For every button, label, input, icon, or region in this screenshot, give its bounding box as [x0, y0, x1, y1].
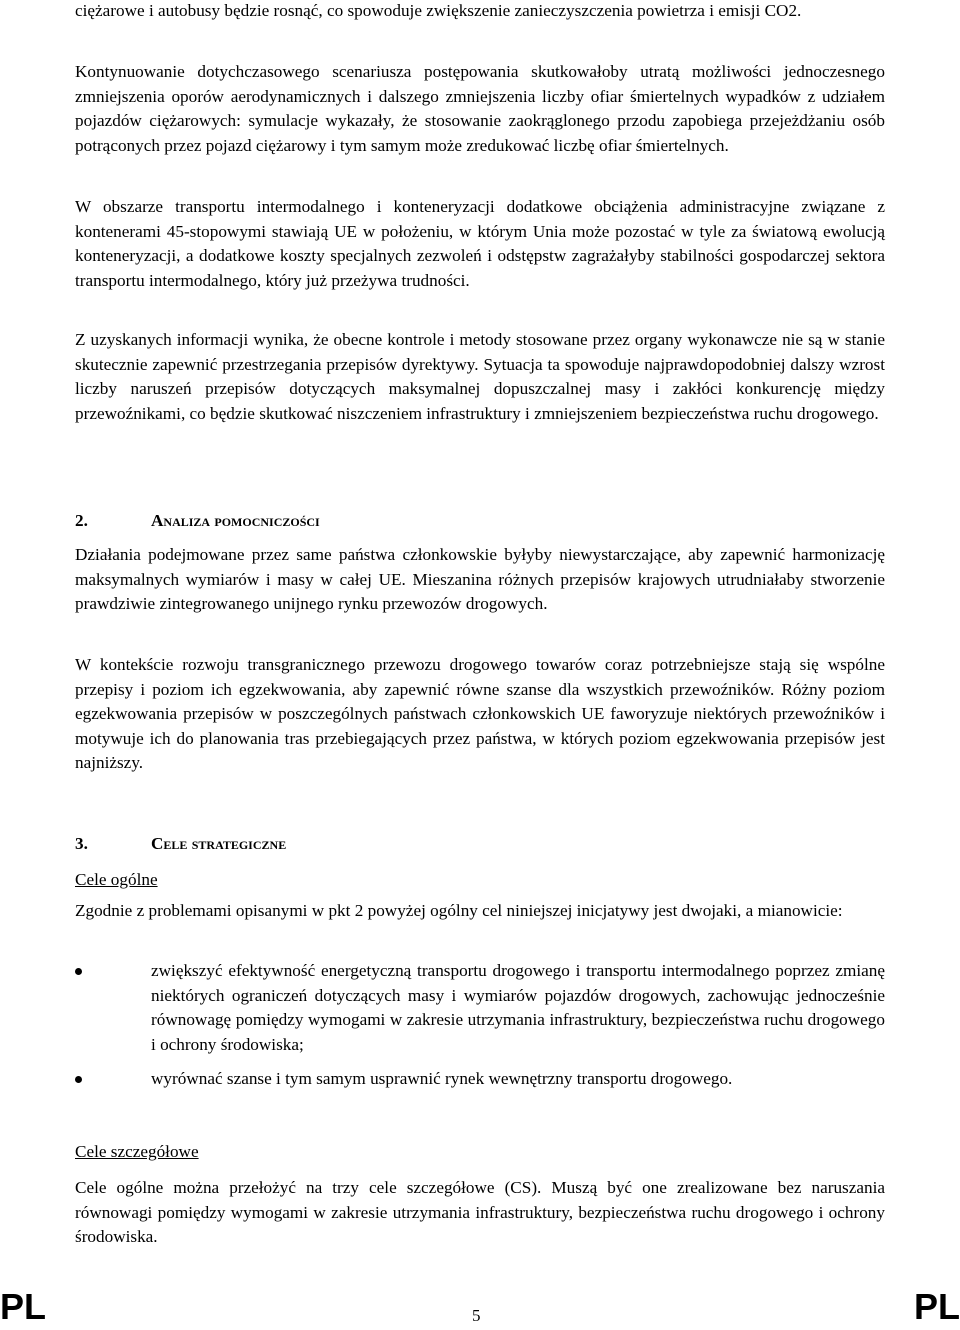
list-item [75, 959, 885, 1057]
section-heading-objectives [75, 832, 286, 856]
subheading-specific-objectives: Cele szczegółowe [75, 1142, 199, 1161]
section-number: 2. [75, 511, 88, 530]
section-title: Analiza pomocniczości [151, 511, 320, 530]
paragraph-aerodynamics: Kontynuowanie dotychczasowego scenariusza postępowania skutkowałoby utratą możliwości jednoczesnego zmniejszenia oporów aerodynamicznych i dalszego zmniejszenia liczby ofiar śmiertelnych wypadków z udziałem pojazdów ciężarowych: symulacje wykazały, że stosowanie zaokrąglonego przodu zapobiega przejeżdżaniu osób potrąconych przez pojazd ciężarowy i tym samym może zredukować liczbę ofiar śmiertelnych. [75, 62, 885, 155]
footer-language-code-left: PL [0, 1286, 47, 1327]
list-item-text: zwiększyć efektywność energetyczną transportu drogowego i transportu intermodalnego poprzez zmianę niektórych ograniczeń dotyczących masy i wymiarów pojazdów drogowych, zachowując jednocześnie równowagę pomiędzy wymogami w zakresie utrzymania infrastruktury, bezpieczeństwa ruchu drogowego i ochrony środowiska; [151, 961, 885, 1054]
subheading-general-objectives: Cele ogólne [75, 870, 158, 889]
bullet-icon [75, 968, 82, 975]
section-number: 3. [75, 834, 88, 853]
objectives-list [75, 959, 885, 1092]
paragraph-twofold-objective: Zgodnie z problemami opisanymi w pkt 2 powyżej ogólny cel niniejszej inicjatywy jest dwojaki, a mianowicie: [75, 901, 843, 920]
section-title: Cele strategiczne [151, 834, 287, 853]
paragraph-intermodal: W obszarze transportu intermodalnego i konteneryzacji dodatkowe obciążenia administracyjne związane z kontenerami 45-stopowymi stawiają UE w położeniu, w którym Unia może pozostać w tyle za światową ewolucją konteneryzacji, a dodatkowe koszty specjalnych zezwoleń i odstępstw zagrażałyby stabilności gospodarczej sektora transportu intermodalnego, który już przeżywa trudności. [75, 197, 885, 290]
paragraph-emissions: ciężarowe i autobusy będzie rosnąć, co spowoduje zwiększenie zanieczyszczenia powietrza i emisji CO2. [75, 1, 802, 20]
paragraph-member-states: Działania podejmowane przez same państwa członkowskie byłyby niewystarczające, aby zapewnić harmonizację maksymalnych wymiarów i masy w całej UE. Mieszanina różnych przepisów krajowych utrudniałaby stworzenie prawdziwie zintegrowanego unijnego rynku przewozów drogowych. [75, 545, 885, 614]
paragraph-cross-border: W kontekście rozwoju transgranicznego przewozu drogowego towarów coraz potrzebniejsze stają się wspólne przepisy i poziom ich egzekwowania, aby zapewnić równe szanse dla wszystkich przewoźników. Różny poziom egzekwowania przepisów w poszczególnych państwach członkowskich UE faworyzuje niektórych przewoźników i motywuje ich do planowania tras przebiegających przez państwa, w których poziom egzekwowania przepisów jest najniższy. [75, 655, 885, 773]
paragraph-enforcement: Z uzyskanych informacji wynika, że obecne kontrole i metody stosowane przez organy wykonawcze nie są w stanie skutecznie zapewnić przestrzegania przepisów dyrektywy. Sytuacja ta spowoduje najprawdopodobniej dalszy wzrost liczby naruszeń przepisów dotyczących maksymalnej dopuszczalnej masy i zakłóci konkurencję między przewoźnikami, co będzie skutkować niszczeniem infrastruktury i zmniejszeniem bezpieczeństwa ruchu drogowego. [75, 330, 885, 423]
bullet-icon [75, 1076, 82, 1083]
section-heading-subsidiarity [75, 509, 320, 533]
footer-language-code-right: PL [913, 1286, 960, 1327]
page-number: 5 [472, 1306, 481, 1325]
list-item-text: wyrównać szanse i tym samym usprawnić rynek wewnętrzny transportu drogowego. [151, 1069, 733, 1089]
paragraph-specific-objectives: Cele ogólne można przełożyć na trzy cele szczegółowe (CS). Muszą być one zrealizowane bez naruszania równowagi pomiędzy wymogami w zakresie utrzymania infrastruktury, bezpieczeństwa ruchu drogowego i ochrony środowiska. [75, 1178, 885, 1247]
list-item [75, 1067, 885, 1092]
